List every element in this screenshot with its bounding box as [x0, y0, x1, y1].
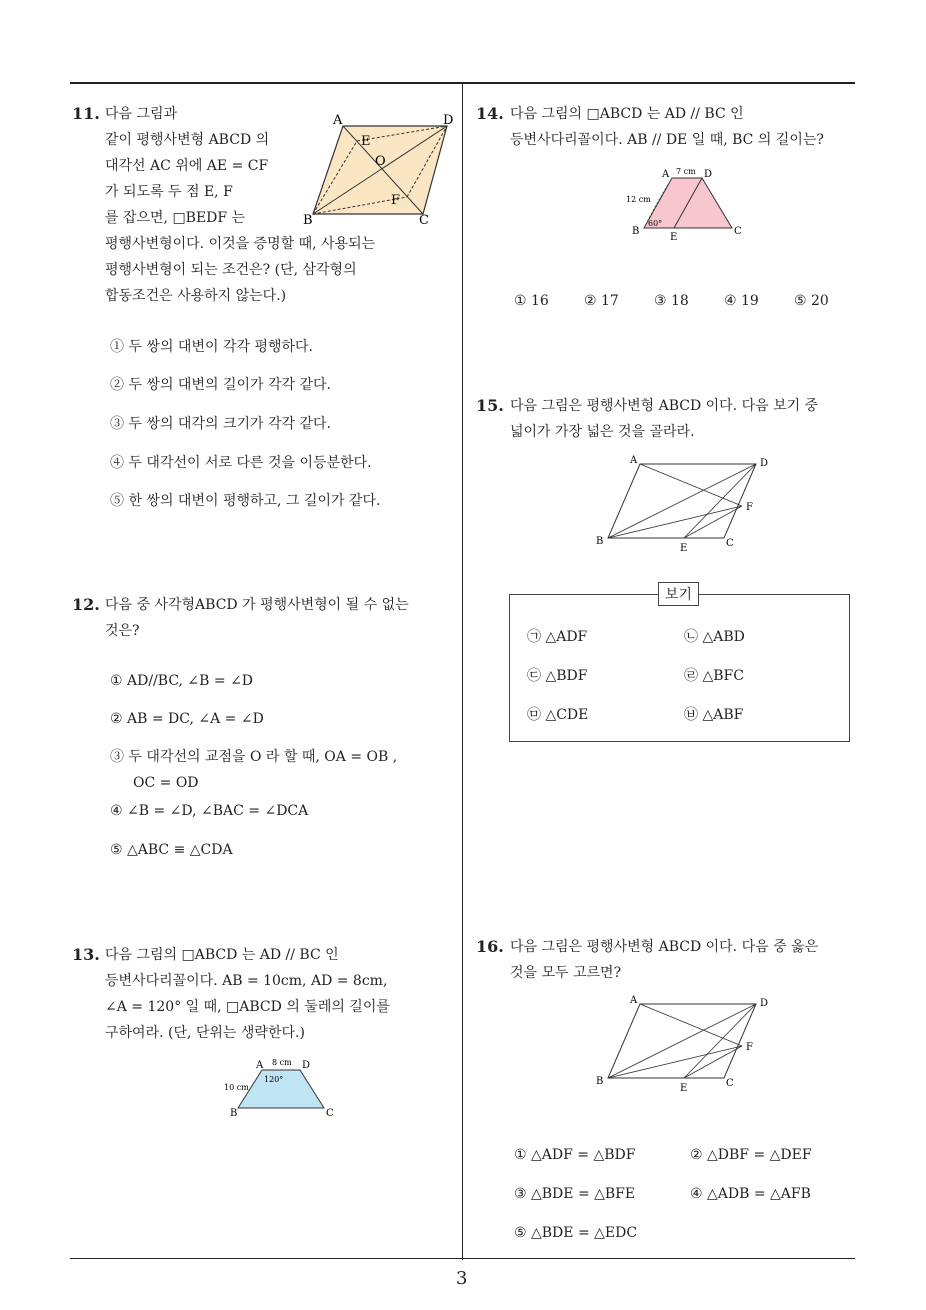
q14-label: 60° [648, 219, 663, 228]
q11-line: 다음 그림과 [105, 106, 178, 122]
q14-trapezoid-figure [624, 164, 754, 244]
q13-label: C [326, 1108, 334, 1119]
q14-label: C [734, 226, 742, 237]
q12-choice-continued: OC = OD [133, 775, 199, 791]
q16-choice[interactable]: ① △ADF = △BDF [514, 1147, 636, 1163]
q16-choice[interactable]: ③ △BDE = △BFE [514, 1186, 636, 1202]
q13-line: 등변사다리꼴이다. AB = 10cm, AD = 8cm, [105, 973, 388, 989]
q12-choice[interactable]: ④ ∠B = ∠D, ∠BAC = ∠DCA [110, 803, 309, 819]
q15-label: D [760, 458, 769, 469]
q13-line: ∠A = 120° 일 때, □ABCD 의 둘레의 길이를 [105, 999, 390, 1015]
q13-label: B [230, 1108, 238, 1119]
q15-label: F [746, 502, 753, 513]
q14-number: 14. [476, 104, 504, 123]
q14-label: E [670, 232, 678, 243]
q11-label: B [303, 213, 313, 228]
q11-line: 같이 평행사변형 ABCD 의 [105, 132, 270, 148]
q14-label: A [662, 169, 670, 180]
q11-line: 를 잡으면, □BEDF 는 [105, 210, 246, 226]
q16-number: 16. [476, 937, 504, 956]
q11-label: F [391, 193, 401, 208]
column-divider [462, 82, 463, 1260]
q14-choice[interactable]: ④ 19 [724, 293, 759, 309]
q13-line: 구하여라. (단, 단위는 생략한다.) [105, 1025, 305, 1041]
q14-choice[interactable]: ③ 18 [654, 293, 689, 309]
q16-choice[interactable]: ⑤ △BDE = △EDC [514, 1225, 638, 1241]
q11-line: 평행사변형이 되는 조건은? (단, 삼각형의 [105, 262, 357, 278]
q13-trapezoid-figure [222, 1056, 342, 1122]
bottom-rule [70, 1258, 855, 1259]
q11-line: 합동조건은 사용하지 않는다.) [105, 288, 287, 304]
q11-choice[interactable]: ⑤ 한 쌍의 대변이 평행하고, 그 길이가 같다. [110, 493, 381, 509]
page-number: 3 [456, 1268, 468, 1289]
q13-label: 8 cm [272, 1058, 292, 1067]
q15-option[interactable]: ㉠ △ADF [527, 629, 588, 645]
q15-option[interactable]: ㉤ △CDE [527, 707, 589, 723]
q14-line: 다음 그림의 □ABCD 는 AD // BC 인 [510, 106, 744, 122]
q16-choice[interactable]: ④ △ADB = △AFB [690, 1186, 811, 1202]
q15-option[interactable]: ㉢ △BDF [527, 668, 588, 684]
q13-label: 120° [264, 1075, 284, 1084]
q12-line: 다음 중 사각형ABCD 가 평행사변형이 될 수 없는 [105, 597, 409, 613]
q16-parallelogram-figure [594, 990, 794, 1094]
q13-label: A [256, 1060, 264, 1071]
q15-label: A [630, 455, 638, 466]
q12-choice[interactable]: ② AB = DC, ∠A = ∠D [110, 711, 264, 727]
q16-choice[interactable]: ② △DBF = △DEF [690, 1147, 812, 1163]
q11-label: D [443, 113, 454, 128]
q15-option[interactable]: ㉣ △BFC [684, 668, 744, 684]
q14-line: 등변사다리꼴이다. AB // DE 일 때, BC 의 길이는? [510, 132, 824, 148]
q16-label: A [630, 995, 638, 1006]
q16-line: 다음 그림은 평행사변형 ABCD 이다. 다음 중 옳은 [510, 939, 819, 955]
q11-line: 평행사변형이다. 이것을 증명할 때, 사용되는 [105, 236, 376, 252]
q14-label: 12 cm [626, 195, 651, 204]
q11-parallelogram-figure [295, 108, 465, 228]
q11-choice[interactable]: ① 두 쌍의 대변이 각각 평행하다. [110, 339, 313, 355]
q15-label: E [680, 543, 688, 554]
q11-choice[interactable]: ② 두 쌍의 대변의 길이가 각각 같다. [110, 377, 331, 393]
q15-number: 15. [476, 396, 504, 415]
q11-label: A [333, 113, 343, 128]
q11-number: 11. [72, 104, 100, 123]
q12-choice[interactable]: ⑤ △ABC ≡ △CDA [110, 842, 233, 858]
q13-number: 13. [72, 945, 100, 964]
q15-label: B [596, 536, 604, 547]
q16-line: 것을 모두 고르면? [510, 965, 622, 981]
q11-choice[interactable]: ③ 두 쌍의 대각의 크기가 각각 같다. [110, 416, 331, 432]
q11-choice[interactable]: ④ 두 대각선이 서로 다른 것을 이등분한다. [110, 455, 372, 471]
q11-label: C [419, 213, 429, 228]
q15-line: 넓이가 가장 넓은 것을 골라라. [510, 424, 695, 440]
q12-line: 것은? [105, 623, 140, 639]
q12-choice[interactable]: ① AD//BC, ∠B = ∠D [110, 673, 254, 689]
q11-label: O [375, 154, 386, 169]
q15-parallelogram-figure [594, 450, 794, 554]
q13-line: 다음 그림의 □ABCD 는 AD // BC 인 [105, 947, 339, 963]
q14-label: B [632, 226, 640, 237]
q12-choice[interactable]: ③ 두 대각선의 교점을 O 라 할 때, OA = OB , [110, 749, 398, 765]
q14-choice[interactable]: ② 17 [584, 293, 619, 309]
q13-label: D [302, 1060, 311, 1071]
q11-line: 대각선 AC 위에 AE = CF [105, 158, 269, 174]
q12-number: 12. [72, 595, 100, 614]
q15-option[interactable]: ㉥ △ABF [684, 707, 744, 723]
q15-label: C [726, 538, 734, 549]
q13-label: 10 cm [224, 1083, 249, 1092]
q16-label: D [760, 998, 769, 1009]
q14-choice[interactable]: ⑤ 20 [794, 293, 829, 309]
q14-choice[interactable]: ① 16 [514, 293, 549, 309]
q16-label: F [746, 1042, 753, 1053]
q14-label: D [704, 169, 713, 180]
q15-options-title: 보기 [658, 582, 699, 606]
q15-option[interactable]: ㉡ △ABD [684, 629, 745, 645]
q11-line: 가 되도록 두 점 E, F [105, 184, 233, 200]
q14-label: 7 cm [676, 167, 696, 176]
q16-label: B [596, 1076, 604, 1087]
q11-label: E [361, 134, 371, 149]
q15-line: 다음 그림은 평행사변형 ABCD 이다. 다음 보기 중 [510, 398, 819, 414]
q16-label: E [680, 1083, 688, 1094]
q16-label: C [726, 1078, 734, 1089]
